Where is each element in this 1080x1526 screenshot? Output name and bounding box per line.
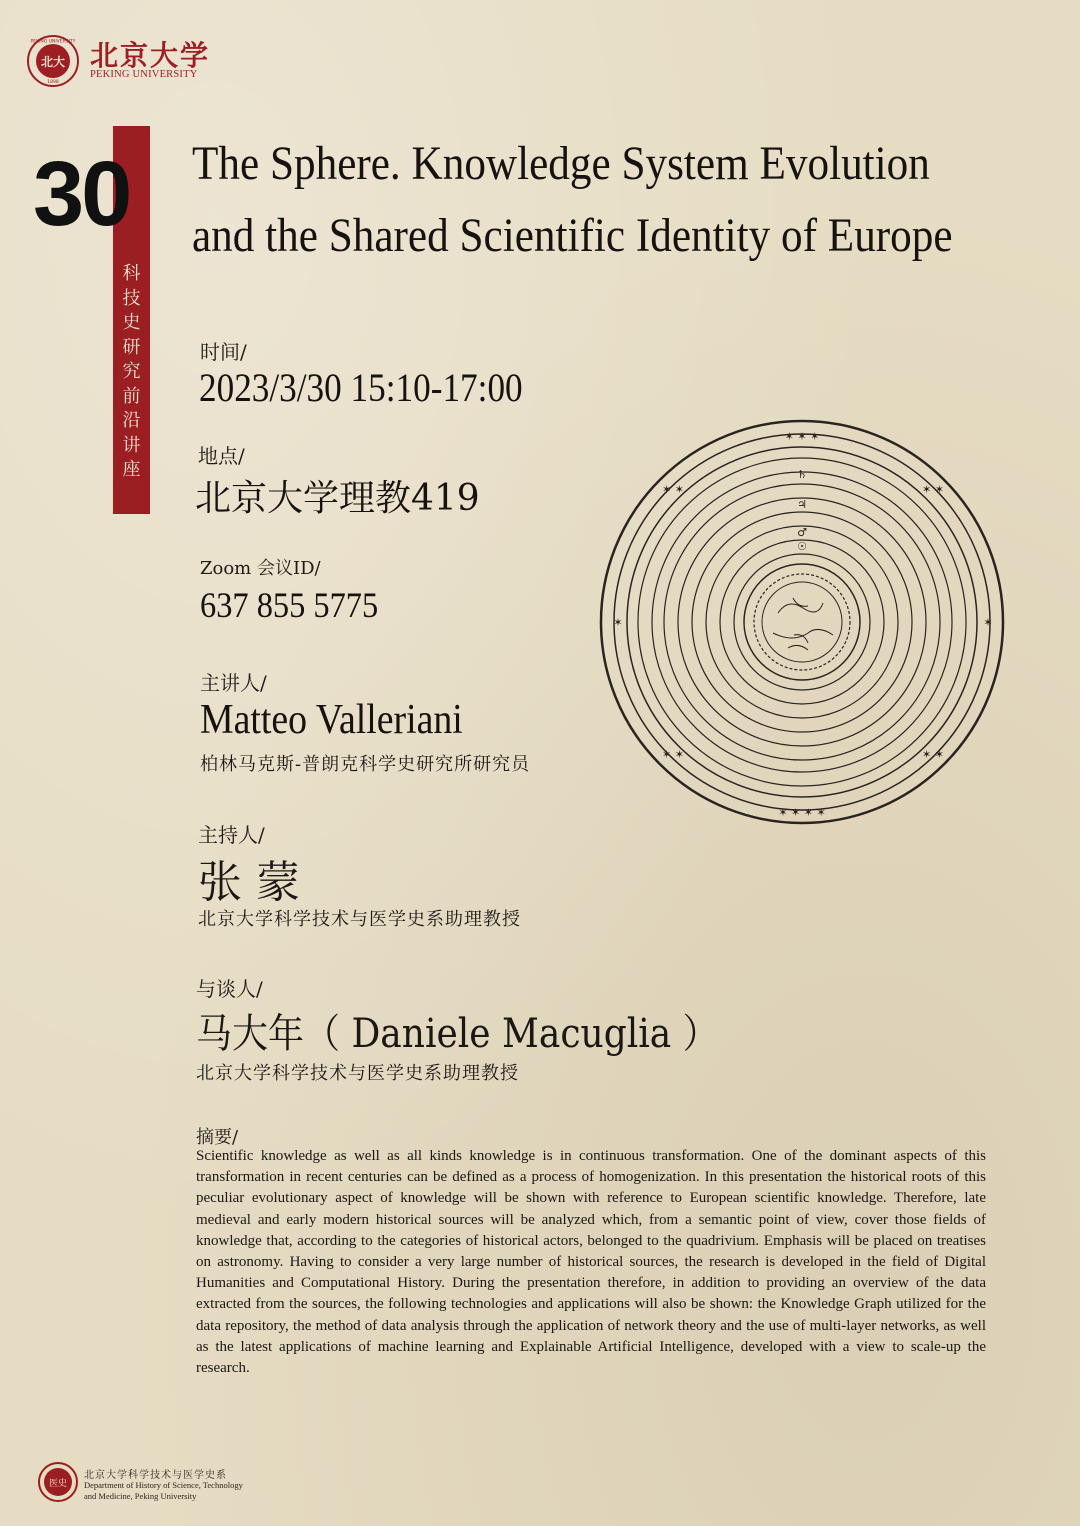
- series-char: 科: [122, 263, 141, 284]
- svg-text:✶ ✶ ✶: ✶ ✶ ✶: [784, 430, 820, 443]
- series-char: 讲: [122, 434, 141, 456]
- university-name-cn: 北京大学: [90, 39, 211, 72]
- location-label: 地点/: [198, 444, 245, 468]
- svg-text:♄: ♄: [797, 468, 807, 481]
- title-line-1: The Sphere. Knowledge System Evolution: [192, 137, 930, 190]
- discussant-affiliation: 北京大学科学技术与医学史系助理教授: [196, 1063, 519, 1084]
- series-char: 座: [122, 459, 141, 480]
- celestial-sphere-icon: [598, 418, 1008, 828]
- department-seal-icon: [38, 1462, 78, 1502]
- svg-text:✶: ✶: [613, 616, 623, 629]
- title-line-2: and the Shared Scientific Identity of Europe: [192, 209, 953, 262]
- time-label: 时间/: [200, 340, 247, 364]
- svg-text:✶ ✶: ✶ ✶: [922, 483, 944, 496]
- discussant-label: 与谈人/: [196, 977, 263, 1001]
- svg-text:♃: ♃: [797, 498, 807, 511]
- svg-text:✶ ✶: ✶ ✶: [662, 748, 684, 761]
- svg-text:✶ ✶ ✶ ✶: ✶ ✶ ✶ ✶: [778, 806, 826, 819]
- svg-text:✶: ✶: [983, 616, 993, 629]
- series-char: 前: [122, 385, 141, 407]
- lecture-title: [192, 128, 975, 272]
- series-char: 沿: [122, 410, 141, 431]
- series-name: [113, 262, 150, 483]
- zoom-id-value: 637 855 5775: [200, 585, 379, 625]
- department-name-en-line1: Department of History of Science, Technology: [84, 1480, 243, 1490]
- svg-text:✶ ✶: ✶ ✶: [922, 748, 944, 761]
- location-value: 北京大学理教419: [195, 478, 480, 519]
- abstract-text: Scientific knowledge as well as all kinds knowledge is in continuous transformation. One of the dominant aspects of this transformation in recent centuries can be defined as a process of homogenization. In this presentation the historical roots of this peculiar evolutionary aspect of knowledge will be shown with reference to European scientific knowledge. Therefore, late medieval and early modern historical sources will be analyzed which, from a semantic point of view, cover those fields of knowledge that, according to the categories of historical actors, belonged to the quadrivium. Emphasis will be placed on treatises on astronomy. Having to consider a very large number of historical sources, the research is developed in the field of Digital Humanities and Computational History. During the presentation therefore, in addition to providing an overview of the data extracted from the sources, the following technologies and applications will also be shown: the Knowledge Graph utilized for the data repository, the method of data analysis through the application of network theory and the use of multi-layer networks, as well as the latest applications of machine learning and Explainable Artificial Intelligence, developed with a view to scale-up the research.: [196, 1148, 986, 1377]
- svg-text:医史: 医史: [48, 1479, 68, 1489]
- pku-seal-icon: [27, 35, 79, 87]
- abstract-label: 摘要/: [196, 1127, 239, 1148]
- series-char: 史: [122, 312, 141, 333]
- discussant-name: 马大年（ Daniele Macuglia ）: [196, 1011, 719, 1057]
- speaker-name: Matteo Valleriani: [200, 697, 463, 743]
- time-value: 2023/3/30 15:10-17:00: [199, 365, 523, 410]
- svg-text:1898: 1898: [47, 80, 59, 85]
- series-char: 研: [122, 336, 141, 358]
- university-name-en: PEKING UNIVERSITY: [90, 69, 198, 80]
- series-char: 究: [122, 361, 141, 382]
- speaker-label: 主讲人/: [200, 671, 267, 695]
- series-number: 30: [33, 143, 130, 245]
- department-name-en: [84, 1480, 284, 1502]
- host-label: 主持人/: [198, 823, 265, 847]
- zoom-label: Zoom 会议ID/: [200, 558, 321, 579]
- svg-text:PEKING UNIVERSITY: PEKING UNIVERSITY: [30, 39, 76, 45]
- speaker-affiliation: 柏林马克斯-普朗克科学史研究所研究员: [200, 754, 531, 775]
- svg-text:♂: ♂: [797, 526, 807, 539]
- svg-text:☉: ☉: [797, 540, 807, 553]
- host-name: 张 蒙: [198, 857, 300, 908]
- svg-text:✶ ✶: ✶ ✶: [662, 483, 684, 496]
- department-name-cn: 北京大学科学技术与医学史系: [84, 1470, 227, 1481]
- department-name-en-line2: and Medicine, Peking University: [84, 1491, 197, 1501]
- host-affiliation: 北京大学科学技术与医学史系助理教授: [198, 909, 521, 930]
- svg-text:北大: 北大: [40, 55, 66, 69]
- series-char: 技: [122, 287, 141, 309]
